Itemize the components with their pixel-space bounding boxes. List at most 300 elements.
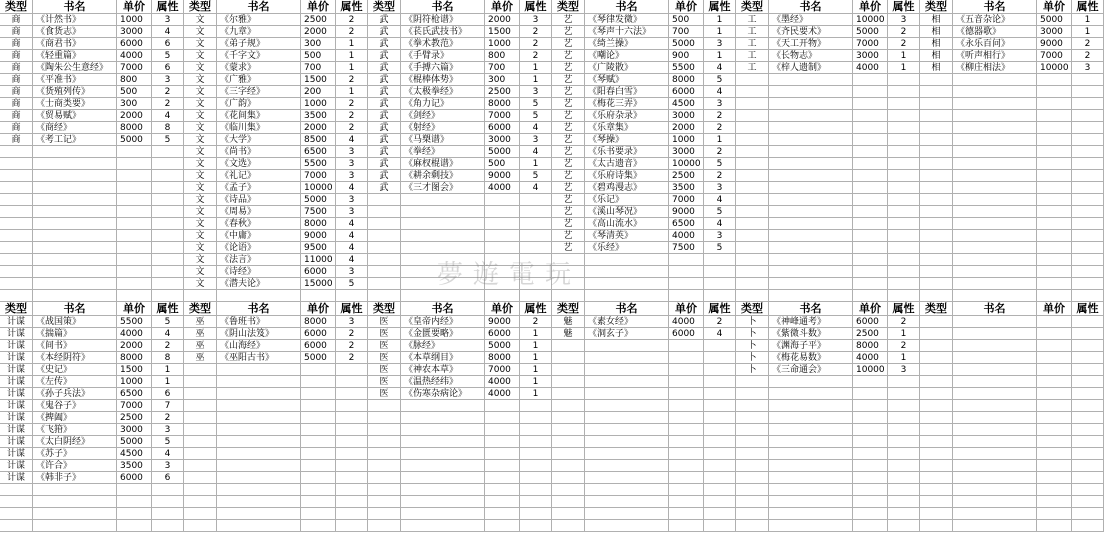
cell-empty[interactable]: [736, 290, 769, 302]
cell-book-name[interactable]: [585, 400, 669, 412]
cell-type[interactable]: [0, 520, 33, 532]
cell-price[interactable]: 6500: [669, 218, 704, 230]
cell-book-name[interactable]: 《听声相行》: [953, 50, 1037, 62]
cell-price[interactable]: 200: [301, 86, 336, 98]
cell-book-name[interactable]: 《礼记》: [217, 170, 301, 182]
cell-attr[interactable]: [704, 484, 736, 496]
cell-book-name[interactable]: 《论语》: [217, 242, 301, 254]
cell-book-name[interactable]: 《本草纲目》: [401, 352, 485, 364]
cell-type[interactable]: 武: [368, 158, 401, 170]
cell-price[interactable]: [117, 242, 152, 254]
cell-price[interactable]: 7000: [1037, 50, 1072, 62]
cell-attr[interactable]: 3: [888, 14, 920, 26]
cell-type[interactable]: 文: [184, 158, 217, 170]
cell-type[interactable]: [920, 158, 953, 170]
cell-empty[interactable]: [1037, 290, 1072, 302]
cell-price[interactable]: [1037, 242, 1072, 254]
cell-book-name[interactable]: 《溪山琴况》: [585, 206, 669, 218]
cell-attr[interactable]: [704, 472, 736, 484]
cell-price[interactable]: [485, 508, 520, 520]
cell-book-name[interactable]: [217, 460, 301, 472]
cell-price[interactable]: 300: [301, 38, 336, 50]
cell-attr[interactable]: [888, 110, 920, 122]
cell-type[interactable]: [736, 424, 769, 436]
cell-empty[interactable]: [485, 290, 520, 302]
cell-book-name[interactable]: 《许合》: [33, 460, 117, 472]
cell-type[interactable]: [368, 436, 401, 448]
cell-attr[interactable]: [888, 496, 920, 508]
cell-price[interactable]: 5000: [485, 146, 520, 158]
cell-price[interactable]: 5500: [117, 316, 152, 328]
cell-attr[interactable]: 3: [704, 230, 736, 242]
cell-attr[interactable]: 5: [152, 134, 184, 146]
cell-attr[interactable]: [520, 194, 552, 206]
cell-type[interactable]: [368, 508, 401, 520]
cell-empty[interactable]: [953, 290, 1037, 302]
cell-book-name[interactable]: 《绮兰操》: [585, 38, 669, 50]
cell-price[interactable]: [1037, 266, 1072, 278]
cell-type[interactable]: [736, 484, 769, 496]
cell-book-name[interactable]: [769, 206, 853, 218]
cell-book-name[interactable]: 《温热经纬》: [401, 376, 485, 388]
cell-price[interactable]: [301, 508, 336, 520]
cell-attr[interactable]: 2: [704, 110, 736, 122]
cell-attr[interactable]: 4: [704, 86, 736, 98]
cell-book-name[interactable]: [401, 206, 485, 218]
cell-type[interactable]: [368, 520, 401, 532]
cell-price[interactable]: [1037, 376, 1072, 388]
cell-price[interactable]: [853, 376, 888, 388]
cell-book-name[interactable]: [953, 278, 1037, 290]
cell-type[interactable]: [736, 230, 769, 242]
cell-price[interactable]: 7000: [853, 38, 888, 50]
cell-price[interactable]: 3000: [853, 50, 888, 62]
cell-attr[interactable]: [1072, 278, 1104, 290]
cell-price[interactable]: [1037, 388, 1072, 400]
cell-price[interactable]: 4000: [485, 388, 520, 400]
cell-price[interactable]: 6000: [301, 340, 336, 352]
cell-price[interactable]: [1037, 110, 1072, 122]
cell-type[interactable]: 武: [368, 74, 401, 86]
cell-attr[interactable]: [336, 436, 368, 448]
cell-type[interactable]: 巫: [184, 352, 217, 364]
cell-book-name[interactable]: 《麻杈棍谱》: [401, 158, 485, 170]
cell-attr[interactable]: [336, 376, 368, 388]
cell-price[interactable]: [669, 472, 704, 484]
cell-attr[interactable]: 2: [888, 26, 920, 38]
cell-price[interactable]: [853, 194, 888, 206]
cell-attr[interactable]: 4: [704, 218, 736, 230]
cell-type[interactable]: 武: [368, 26, 401, 38]
cell-attr[interactable]: 1: [520, 388, 552, 400]
cell-price[interactable]: 6000: [301, 328, 336, 340]
cell-price[interactable]: [117, 520, 152, 532]
cell-attr[interactable]: 4: [152, 26, 184, 38]
cell-type[interactable]: 艺: [552, 170, 585, 182]
cell-book-name[interactable]: 《阴山法笈》: [217, 328, 301, 340]
cell-price[interactable]: [301, 376, 336, 388]
cell-price[interactable]: 6000: [485, 122, 520, 134]
cell-attr[interactable]: [520, 206, 552, 218]
cell-attr[interactable]: 3: [152, 14, 184, 26]
cell-attr[interactable]: [152, 218, 184, 230]
cell-type[interactable]: 工: [736, 26, 769, 38]
cell-attr[interactable]: 4: [520, 146, 552, 158]
cell-book-name[interactable]: [33, 170, 117, 182]
cell-book-name[interactable]: [585, 278, 669, 290]
cell-attr[interactable]: 3: [704, 182, 736, 194]
cell-price[interactable]: [853, 146, 888, 158]
cell-book-name[interactable]: [769, 400, 853, 412]
cell-book-name[interactable]: 《天工开物》: [769, 38, 853, 50]
cell-price[interactable]: [669, 412, 704, 424]
cell-book-name[interactable]: [953, 230, 1037, 242]
cell-attr[interactable]: 2: [336, 352, 368, 364]
cell-price[interactable]: [1037, 352, 1072, 364]
cell-empty[interactable]: [853, 290, 888, 302]
cell-type[interactable]: [736, 242, 769, 254]
cell-attr[interactable]: [1072, 424, 1104, 436]
cell-price[interactable]: [117, 146, 152, 158]
cell-book-name[interactable]: [401, 484, 485, 496]
cell-type[interactable]: 武: [368, 50, 401, 62]
cell-book-name[interactable]: [769, 496, 853, 508]
cell-price[interactable]: [117, 158, 152, 170]
cell-price[interactable]: [485, 194, 520, 206]
cell-attr[interactable]: [520, 508, 552, 520]
cell-book-name[interactable]: [769, 86, 853, 98]
cell-attr[interactable]: [888, 206, 920, 218]
cell-attr[interactable]: 5: [336, 278, 368, 290]
cell-price[interactable]: [669, 448, 704, 460]
cell-price[interactable]: [301, 460, 336, 472]
cell-attr[interactable]: 3: [336, 158, 368, 170]
cell-attr[interactable]: [704, 436, 736, 448]
cell-book-name[interactable]: [769, 448, 853, 460]
cell-price[interactable]: [669, 436, 704, 448]
cell-attr[interactable]: [152, 158, 184, 170]
cell-attr[interactable]: [704, 254, 736, 266]
cell-attr[interactable]: 5: [152, 50, 184, 62]
cell-attr[interactable]: 6: [152, 472, 184, 484]
cell-price[interactable]: [485, 460, 520, 472]
cell-type[interactable]: 医: [368, 352, 401, 364]
cell-attr[interactable]: [520, 400, 552, 412]
cell-type[interactable]: [0, 218, 33, 230]
cell-book-name[interactable]: [217, 424, 301, 436]
cell-price[interactable]: 800: [117, 74, 152, 86]
cell-book-name[interactable]: 《永乐百问》: [953, 38, 1037, 50]
cell-price[interactable]: 11000: [301, 254, 336, 266]
cell-attr[interactable]: 6: [152, 62, 184, 74]
cell-book-name[interactable]: [401, 508, 485, 520]
cell-book-name[interactable]: 《文选》: [217, 158, 301, 170]
cell-attr[interactable]: 2: [336, 110, 368, 122]
cell-book-name[interactable]: [401, 218, 485, 230]
cell-price[interactable]: 1000: [301, 98, 336, 110]
cell-type[interactable]: 商: [0, 110, 33, 122]
cell-attr[interactable]: [888, 170, 920, 182]
cell-type[interactable]: [368, 484, 401, 496]
cell-book-name[interactable]: [953, 146, 1037, 158]
cell-price[interactable]: 4000: [853, 352, 888, 364]
cell-attr[interactable]: [520, 496, 552, 508]
cell-type[interactable]: [368, 448, 401, 460]
cell-type[interactable]: [920, 74, 953, 86]
cell-attr[interactable]: 3: [704, 98, 736, 110]
cell-attr[interactable]: 1: [520, 158, 552, 170]
cell-price[interactable]: 2000: [301, 26, 336, 38]
cell-attr[interactable]: [520, 412, 552, 424]
cell-type[interactable]: [184, 460, 217, 472]
cell-type[interactable]: 文: [184, 38, 217, 50]
cell-book-name[interactable]: 《商君书》: [33, 38, 117, 50]
cell-type[interactable]: 商: [0, 74, 33, 86]
cell-book-name[interactable]: 《乐府杂录》: [585, 110, 669, 122]
cell-book-name[interactable]: 《手搏六篇》: [401, 62, 485, 74]
cell-attr[interactable]: [704, 400, 736, 412]
cell-attr[interactable]: [888, 86, 920, 98]
cell-book-name[interactable]: [401, 194, 485, 206]
cell-price[interactable]: 7000: [669, 194, 704, 206]
cell-attr[interactable]: 1: [1072, 26, 1104, 38]
cell-attr[interactable]: [704, 364, 736, 376]
cell-price[interactable]: [669, 388, 704, 400]
cell-type[interactable]: [920, 230, 953, 242]
cell-empty[interactable]: [520, 290, 552, 302]
cell-attr[interactable]: 1: [520, 376, 552, 388]
cell-book-name[interactable]: 《洞玄子》: [585, 328, 669, 340]
cell-attr[interactable]: 1: [520, 340, 552, 352]
cell-type[interactable]: [736, 182, 769, 194]
cell-attr[interactable]: [1072, 170, 1104, 182]
cell-book-name[interactable]: 《左传》: [33, 376, 117, 388]
cell-attr[interactable]: [1072, 122, 1104, 134]
cell-price[interactable]: [1037, 170, 1072, 182]
cell-attr[interactable]: 2: [336, 122, 368, 134]
cell-book-name[interactable]: [33, 508, 117, 520]
cell-type[interactable]: [920, 182, 953, 194]
cell-price[interactable]: 7000: [301, 170, 336, 182]
cell-type[interactable]: [920, 242, 953, 254]
cell-attr[interactable]: 5: [704, 74, 736, 86]
cell-book-name[interactable]: [769, 266, 853, 278]
cell-attr[interactable]: 5: [704, 206, 736, 218]
cell-book-name[interactable]: 《伤寒杂病论》: [401, 388, 485, 400]
cell-book-name[interactable]: [953, 218, 1037, 230]
cell-empty[interactable]: [704, 290, 736, 302]
cell-attr[interactable]: [152, 194, 184, 206]
cell-type[interactable]: [184, 508, 217, 520]
cell-book-name[interactable]: [585, 364, 669, 376]
cell-book-name[interactable]: 《孙子兵法》: [33, 388, 117, 400]
cell-book-name[interactable]: [585, 412, 669, 424]
cell-type[interactable]: [736, 170, 769, 182]
cell-attr[interactable]: [152, 266, 184, 278]
cell-book-name[interactable]: 《棍棒体势》: [401, 74, 485, 86]
cell-price[interactable]: 8000: [301, 218, 336, 230]
cell-price[interactable]: 6500: [301, 146, 336, 158]
cell-price[interactable]: [301, 424, 336, 436]
cell-attr[interactable]: [336, 496, 368, 508]
cell-attr[interactable]: [336, 424, 368, 436]
cell-type[interactable]: [0, 158, 33, 170]
cell-book-name[interactable]: [217, 388, 301, 400]
cell-type[interactable]: [0, 254, 33, 266]
cell-price[interactable]: 4000: [117, 328, 152, 340]
cell-type[interactable]: [920, 472, 953, 484]
cell-attr[interactable]: [152, 146, 184, 158]
cell-type[interactable]: [736, 400, 769, 412]
cell-price[interactable]: [853, 74, 888, 86]
cell-attr[interactable]: [1072, 340, 1104, 352]
cell-type[interactable]: 文: [184, 74, 217, 86]
cell-empty[interactable]: [769, 290, 853, 302]
cell-attr[interactable]: [704, 508, 736, 520]
cell-attr[interactable]: 1: [704, 50, 736, 62]
cell-attr[interactable]: 1: [336, 50, 368, 62]
cell-empty[interactable]: [117, 290, 152, 302]
cell-book-name[interactable]: 《广雅》: [217, 74, 301, 86]
cell-attr[interactable]: [888, 278, 920, 290]
cell-type[interactable]: [184, 484, 217, 496]
cell-attr[interactable]: 4: [336, 230, 368, 242]
cell-type[interactable]: [736, 98, 769, 110]
cell-attr[interactable]: 6: [152, 38, 184, 50]
cell-type[interactable]: 艺: [552, 218, 585, 230]
cell-book-name[interactable]: [585, 436, 669, 448]
cell-type[interactable]: [184, 496, 217, 508]
cell-type[interactable]: [736, 472, 769, 484]
cell-book-name[interactable]: 《梅花三弄》: [585, 98, 669, 110]
cell-type[interactable]: 艺: [552, 110, 585, 122]
cell-book-name[interactable]: [401, 412, 485, 424]
cell-attr[interactable]: [520, 520, 552, 532]
cell-type[interactable]: 商: [0, 38, 33, 50]
cell-book-name[interactable]: 《墨经》: [769, 14, 853, 26]
cell-attr[interactable]: [336, 460, 368, 472]
cell-book-name[interactable]: 《渊海子平》: [769, 340, 853, 352]
cell-book-name[interactable]: [217, 376, 301, 388]
cell-book-name[interactable]: 《琴声十六法》: [585, 26, 669, 38]
cell-price[interactable]: [853, 460, 888, 472]
cell-attr[interactable]: 2: [152, 98, 184, 110]
cell-book-name[interactable]: [769, 182, 853, 194]
cell-price[interactable]: [853, 496, 888, 508]
cell-book-name[interactable]: 《士商类要》: [33, 98, 117, 110]
cell-price[interactable]: 4000: [117, 50, 152, 62]
cell-type[interactable]: 相: [920, 38, 953, 50]
cell-book-name[interactable]: [33, 218, 117, 230]
cell-price[interactable]: 10000: [301, 182, 336, 194]
cell-book-name[interactable]: 《高山流水》: [585, 218, 669, 230]
cell-book-name[interactable]: 《商经》: [33, 122, 117, 134]
cell-price[interactable]: [301, 364, 336, 376]
cell-type[interactable]: [552, 520, 585, 532]
cell-attr[interactable]: [152, 242, 184, 254]
cell-price[interactable]: [669, 400, 704, 412]
cell-price[interactable]: [1037, 206, 1072, 218]
cell-attr[interactable]: [1072, 448, 1104, 460]
cell-book-name[interactable]: [953, 158, 1037, 170]
cell-book-name[interactable]: [217, 400, 301, 412]
cell-book-name[interactable]: [953, 242, 1037, 254]
cell-book-name[interactable]: [401, 230, 485, 242]
cell-attr[interactable]: 2: [336, 98, 368, 110]
cell-book-name[interactable]: [217, 364, 301, 376]
cell-type[interactable]: [368, 400, 401, 412]
cell-book-name[interactable]: 《战国策》: [33, 316, 117, 328]
cell-price[interactable]: 10000: [853, 364, 888, 376]
cell-book-name[interactable]: [585, 460, 669, 472]
cell-type[interactable]: 商: [0, 50, 33, 62]
cell-price[interactable]: 8000: [853, 340, 888, 352]
cell-type[interactable]: 武: [368, 86, 401, 98]
cell-attr[interactable]: [152, 206, 184, 218]
cell-price[interactable]: [853, 266, 888, 278]
cell-type[interactable]: [736, 122, 769, 134]
cell-type[interactable]: [184, 412, 217, 424]
cell-type[interactable]: [920, 266, 953, 278]
cell-book-name[interactable]: [953, 86, 1037, 98]
cell-book-name[interactable]: 《乐记》: [585, 194, 669, 206]
cell-type[interactable]: [736, 388, 769, 400]
cell-price[interactable]: [117, 508, 152, 520]
cell-type[interactable]: 计谋: [0, 388, 33, 400]
cell-book-name[interactable]: 《揣篇》: [33, 328, 117, 340]
cell-book-name[interactable]: 《金匮要略》: [401, 328, 485, 340]
cell-price[interactable]: [853, 242, 888, 254]
cell-type[interactable]: [368, 218, 401, 230]
cell-type[interactable]: [920, 98, 953, 110]
cell-book-name[interactable]: 《拳经》: [401, 146, 485, 158]
cell-type[interactable]: 文: [184, 50, 217, 62]
cell-attr[interactable]: [704, 424, 736, 436]
cell-book-name[interactable]: [33, 230, 117, 242]
cell-attr[interactable]: [1072, 376, 1104, 388]
cell-price[interactable]: [485, 242, 520, 254]
cell-attr[interactable]: 3: [152, 460, 184, 472]
cell-book-name[interactable]: [769, 194, 853, 206]
cell-type[interactable]: [736, 194, 769, 206]
cell-attr[interactable]: [152, 170, 184, 182]
cell-price[interactable]: 500: [485, 158, 520, 170]
cell-price[interactable]: 9000: [669, 206, 704, 218]
cell-price[interactable]: [853, 484, 888, 496]
cell-price[interactable]: 3000: [117, 26, 152, 38]
cell-attr[interactable]: [336, 412, 368, 424]
cell-type[interactable]: 文: [184, 86, 217, 98]
cell-type[interactable]: 计谋: [0, 340, 33, 352]
cell-attr[interactable]: 1: [704, 26, 736, 38]
cell-price[interactable]: [117, 484, 152, 496]
cell-attr[interactable]: [336, 364, 368, 376]
cell-attr[interactable]: [1072, 206, 1104, 218]
cell-price[interactable]: 8000: [117, 352, 152, 364]
cell-book-name[interactable]: 《捭阖》: [33, 412, 117, 424]
cell-book-name[interactable]: [953, 436, 1037, 448]
cell-type[interactable]: 武: [368, 14, 401, 26]
cell-book-name[interactable]: [953, 206, 1037, 218]
cell-book-name[interactable]: [585, 388, 669, 400]
cell-type[interactable]: [736, 218, 769, 230]
cell-price[interactable]: [1037, 460, 1072, 472]
cell-type[interactable]: [552, 508, 585, 520]
cell-attr[interactable]: [520, 472, 552, 484]
cell-attr[interactable]: 5: [704, 242, 736, 254]
cell-attr[interactable]: [888, 508, 920, 520]
cell-book-name[interactable]: 《三才图会》: [401, 182, 485, 194]
